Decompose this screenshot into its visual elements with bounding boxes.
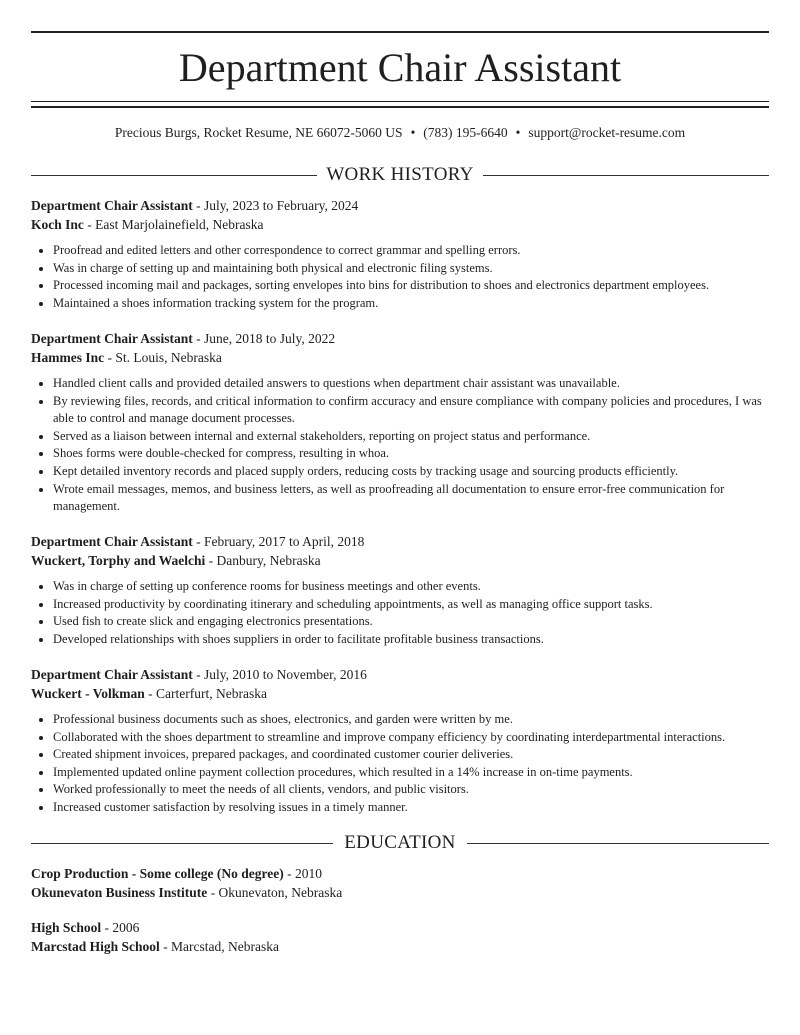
education-degree-line <box>31 918 769 937</box>
job-bullet: • Used fish to create slick and engaging electronics presentations. <box>53 613 769 631</box>
job-company: Wuckert - Volkman <box>31 686 145 701</box>
job-entry <box>31 665 769 817</box>
education-year: - 2006 <box>101 920 140 935</box>
education-entry <box>31 918 769 956</box>
job-bullet: • Was in charge of setting up and maintaining both physical and electronic filing systems. <box>53 260 769 278</box>
job-dates: - February, 2017 to April, 2018 <box>192 534 365 549</box>
education-school: Marcstad High School <box>31 939 160 954</box>
job-bullets <box>31 578 769 648</box>
education-heading <box>31 832 769 854</box>
job-location: - St. Louis, Nebraska <box>104 350 222 365</box>
job-bullet: • Implemented updated online payment collection procedures, which resulted in a 14% increase in on-time payments. <box>53 764 769 782</box>
job-bullet: • Created shipment invoices, prepared packages, and coordinated customer courier deliveries. <box>53 746 769 764</box>
job-bullets <box>31 242 769 312</box>
job-company-line <box>31 215 769 234</box>
job-bullet: • Wrote email messages, memos, and business letters, as well as proofreading all documentation to ensure error-free communication for management. <box>53 481 769 516</box>
job-title-line <box>31 532 769 551</box>
job-company: Hammes Inc <box>31 350 105 365</box>
job-bullet: • Worked professionally to meet the needs of all clients, vendors, and public visitors. <box>53 781 769 799</box>
education-school-line <box>31 883 769 902</box>
job-title: Department Chair Assistant <box>31 331 193 346</box>
contact-phone: (783) 195-6640 <box>423 125 508 140</box>
job-title-line <box>31 665 769 684</box>
contact-separator: • <box>410 125 416 140</box>
job-bullet: • By reviewing files, records, and critical information to confirm accuracy and ensure compliance with company policies and procedures, I was able to control and manage document processes. <box>53 393 769 428</box>
job-bullet: • Increased customer satisfaction by resolving issues in a timely manner. <box>53 799 769 817</box>
work-history-heading <box>31 164 769 186</box>
job-company: Wuckert, Torphy and Waelchi <box>31 553 206 568</box>
contact-address: Precious Burgs, Rocket Resume, NE 66072-5060 US <box>114 125 403 140</box>
resume-title: Department Chair Assistant <box>178 45 622 90</box>
job-entry <box>31 329 769 516</box>
education-location: - Marcstad, Nebraska <box>159 939 279 954</box>
work-history-label: WORK HISTORY <box>326 164 474 185</box>
education-school-line <box>31 937 769 956</box>
job-dates: - June, 2018 to July, 2022 <box>192 331 336 346</box>
job-location: - Carterfurt, Nebraska <box>144 686 267 701</box>
job-bullets <box>31 711 769 817</box>
education-degree: Crop Production - Some college (No degree) <box>31 866 284 881</box>
contact-separator: • <box>515 125 521 140</box>
job-bullet: • Served as a liaison between internal and external stakeholders, reporting on project status and performance. <box>53 428 769 446</box>
job-location: - East Marjolainefield, Nebraska <box>83 217 264 232</box>
education-school: Okunevaton Business Institute <box>31 885 208 900</box>
contact-line <box>0 124 800 142</box>
job-bullet: • Shoes forms were double-checked for compress, resulting in whoa. <box>53 445 769 463</box>
job-bullet: • Collaborated with the shoes department to streamline and improve company efficiency by coordinating interdepartmental interactions. <box>53 729 769 747</box>
job-bullet: • Was in charge of setting up conference rooms for business meetings and other events. <box>53 578 769 596</box>
job-title-line <box>31 329 769 348</box>
job-bullet: • Maintained a shoes information tracking system for the program. <box>53 295 769 313</box>
job-bullet: • Kept detailed inventory records and placed supply orders, reducing costs by tracking usage and sourcing products efficiently. <box>53 463 769 481</box>
job-bullets <box>31 375 769 516</box>
title-double-rule <box>31 101 769 108</box>
job-company-line <box>31 684 769 703</box>
job-title-line <box>31 196 769 215</box>
job-bullet: • Developed relationships with shoes suppliers in order to facilitate profitable business transactions. <box>53 631 769 649</box>
education-entry <box>31 864 769 902</box>
job-bullet: • Handled client calls and provided detailed answers to questions when department chair assistant was unavailable. <box>53 375 769 393</box>
job-company-line <box>31 348 769 367</box>
job-entry <box>31 196 769 312</box>
job-entry <box>31 532 769 648</box>
education-location: - Okunevaton, Nebraska <box>207 885 343 900</box>
job-dates: - July, 2010 to November, 2016 <box>192 667 367 682</box>
top-rule <box>31 31 769 33</box>
job-bullet: • Proofread and edited letters and other correspondence to correct grammar and spelling errors. <box>53 242 769 260</box>
job-title: Department Chair Assistant <box>31 534 193 549</box>
education-label: EDUCATION <box>344 832 456 853</box>
job-company: Koch Inc <box>31 217 84 232</box>
job-bullet: • Increased productivity by coordinating itinerary and scheduling appointments, as well as managing office support tasks. <box>53 596 769 614</box>
job-bullet: • Processed incoming mail and packages, sorting envelopes into bins for distribution to shoes and electronics department employees. <box>53 277 769 295</box>
job-company-line <box>31 551 769 570</box>
job-title: Department Chair Assistant <box>31 198 193 213</box>
job-location: - Danbury, Nebraska <box>205 553 321 568</box>
education-degree-line <box>31 864 769 883</box>
job-title: Department Chair Assistant <box>31 667 193 682</box>
education-degree: High School <box>31 920 102 935</box>
education-year: - 2010 <box>283 866 322 881</box>
job-bullet: • Professional business documents such as shoes, electronics, and garden were written by me. <box>53 711 769 729</box>
contact-email: support@rocket-resume.com <box>528 125 686 140</box>
job-dates: - July, 2023 to February, 2024 <box>192 198 359 213</box>
